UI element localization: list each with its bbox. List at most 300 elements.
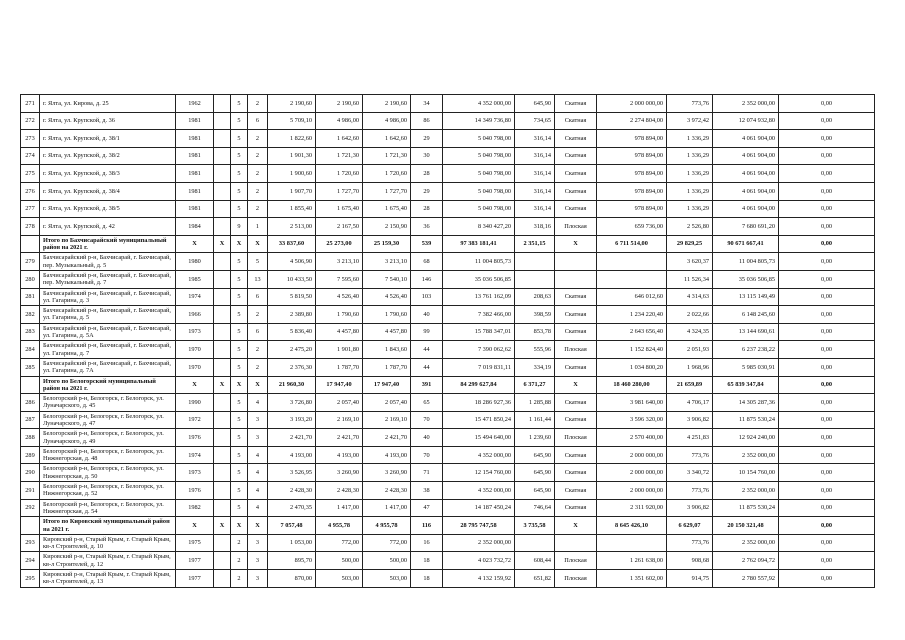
cell-fund-share: 0,00 <box>779 341 875 359</box>
cell-remaining-cost: 4 061 904,00 <box>713 165 779 183</box>
cell-year-built: 1980 <box>176 253 214 271</box>
cell-floors: 5 <box>231 358 248 376</box>
cell-remaining-cost: 11 875 530,24 <box>713 411 779 429</box>
cell-floors: X <box>231 517 248 535</box>
cell-fund-share: 0,00 <box>779 517 875 535</box>
cell-row-number: 278 <box>21 218 40 236</box>
cell-floors: 5 <box>231 306 248 324</box>
cell-total-area: 1 053,00 <box>268 534 316 552</box>
table-row <box>21 218 875 236</box>
cell-total-cost: 5 040 798,00 <box>443 182 515 200</box>
cell-residential-area: 2 421,70 <box>363 429 411 447</box>
cell-entrances: 3 <box>248 570 268 588</box>
cell-entrances: 2 <box>248 130 268 148</box>
cell-roof-cost: 645,90 <box>515 446 555 464</box>
cell-row-number: 292 <box>21 499 40 517</box>
cell-year-built: 1977 <box>176 570 214 588</box>
cell-floors: 2 <box>231 570 248 588</box>
cell-entrances: 2 <box>248 306 268 324</box>
cell-remaining-cost: 6 148 245,60 <box>713 306 779 324</box>
cell-floors: 5 <box>231 429 248 447</box>
cell-residents: 65 <box>411 394 443 412</box>
cell-residential-area: 1 721,30 <box>363 147 411 165</box>
cell-total-cost: 97 383 181,41 <box>443 235 515 253</box>
cell-roof-cost: 316,14 <box>515 200 555 218</box>
cell-fund-share: 0,00 <box>779 95 875 113</box>
cell-fund-share: 0,00 <box>779 130 875 148</box>
cell-year-built: 1977 <box>176 552 214 570</box>
cell-entrances: 2 <box>248 200 268 218</box>
cell-residents: 18 <box>411 570 443 588</box>
cell-roof-type: Скатная <box>555 130 597 148</box>
cell-roof-repair-cost: 659 736,00 <box>597 218 667 236</box>
cell-fund-share: 0,00 <box>779 235 875 253</box>
cell-cost-per-sqm: 773,76 <box>667 446 713 464</box>
cell-residents: 146 <box>411 270 443 288</box>
cell-roof-repair-cost: 2 311 920,00 <box>597 499 667 517</box>
cell-remaining-cost: 2 762 094,72 <box>713 552 779 570</box>
cell-living-area: 7 595,60 <box>316 270 363 288</box>
cell-row-number: 290 <box>21 464 40 482</box>
cell-row-number <box>21 517 40 535</box>
cell-address: Кировский р-н, Старый Крым, г. Старый Крым, кв-л Строителей, д. 12 <box>40 552 176 570</box>
cell-roof-cost: 316,14 <box>515 182 555 200</box>
cell-fund-share: 0,00 <box>779 253 875 271</box>
cell-residents: 44 <box>411 341 443 359</box>
cell-living-area: 2 421,70 <box>316 429 363 447</box>
cell-residential-area: 7 540,10 <box>363 270 411 288</box>
cell-living-area: 2 169,10 <box>316 411 363 429</box>
cell-address: Бахчисарайский р-н, Бахчисарай, г. Бахчисарай, пер. Музыкальный, д. 5 <box>40 253 176 271</box>
cell-roof-type: X <box>555 376 597 394</box>
cell-living-area: 2 167,50 <box>316 218 363 236</box>
cell-col-x1 <box>214 446 231 464</box>
cell-address: Белогорский р-н, Белогорск, г. Белогорск, ул. Нижнегорская, д. 50 <box>40 464 176 482</box>
cell-total-area: 870,00 <box>268 570 316 588</box>
cell-roof-cost: 555,96 <box>515 341 555 359</box>
cell-row-number: 293 <box>21 534 40 552</box>
cell-col-x1 <box>214 288 231 306</box>
table-row <box>21 464 875 482</box>
cell-living-area: 1 675,40 <box>316 200 363 218</box>
cell-floors: X <box>231 376 248 394</box>
cell-residential-area: 2 190,60 <box>363 95 411 113</box>
cell-roof-repair-cost: 8 645 426,10 <box>597 517 667 535</box>
cell-roof-repair-cost <box>597 253 667 271</box>
cell-living-area: 4 526,40 <box>316 288 363 306</box>
cell-year-built: 1981 <box>176 147 214 165</box>
cell-col-x1 <box>214 464 231 482</box>
cell-col-x1 <box>214 482 231 500</box>
cell-row-number: 274 <box>21 147 40 165</box>
cell-cost-per-sqm: 3 972,42 <box>667 112 713 130</box>
cell-roof-repair-cost: 978 894,00 <box>597 200 667 218</box>
cell-cost-per-sqm: 773,76 <box>667 482 713 500</box>
cell-total-area: 2 475,20 <box>268 341 316 359</box>
cell-year-built: X <box>176 235 214 253</box>
cell-floors: 5 <box>231 341 248 359</box>
cell-roof-type: Скатная <box>555 182 597 200</box>
cell-roof-cost: 853,78 <box>515 323 555 341</box>
cell-entrances: 1 <box>248 218 268 236</box>
cell-total-area: 5 819,50 <box>268 288 316 306</box>
cell-total-cost: 15 471 850,24 <box>443 411 515 429</box>
cell-living-area: 4 193,00 <box>316 446 363 464</box>
cell-total-cost: 4 023 732,72 <box>443 552 515 570</box>
table-row <box>21 552 875 570</box>
cell-remaining-cost: 5 985 030,91 <box>713 358 779 376</box>
cell-roof-repair-cost: 978 894,00 <box>597 165 667 183</box>
cell-row-number: 273 <box>21 130 40 148</box>
cell-total-area: 2 428,30 <box>268 482 316 500</box>
cell-floors: 5 <box>231 323 248 341</box>
cell-row-number: 286 <box>21 394 40 412</box>
cell-floors: 2 <box>231 534 248 552</box>
cell-remaining-cost: 35 036 506,85 <box>713 270 779 288</box>
cell-residents: 86 <box>411 112 443 130</box>
cell-total-cost: 4 132 159,92 <box>443 570 515 588</box>
cell-total-cost: 5 040 798,00 <box>443 147 515 165</box>
cell-total-cost: 12 154 760,00 <box>443 464 515 482</box>
cell-living-area: 4 986,00 <box>316 112 363 130</box>
cell-total-cost: 7 390 062,62 <box>443 341 515 359</box>
cell-residents: 40 <box>411 306 443 324</box>
cell-total-cost: 5 040 798,00 <box>443 200 515 218</box>
cell-row-number <box>21 235 40 253</box>
cell-total-cost: 11 004 805,73 <box>443 253 515 271</box>
cell-total-area: 21 960,30 <box>268 376 316 394</box>
cell-roof-repair-cost: 1 152 824,40 <box>597 341 667 359</box>
total-row <box>21 517 875 535</box>
cell-roof-repair-cost: 2 274 804,00 <box>597 112 667 130</box>
cell-roof-cost: 318,16 <box>515 218 555 236</box>
cell-remaining-cost: 7 680 691,20 <box>713 218 779 236</box>
cell-residents: 34 <box>411 95 443 113</box>
cell-address: Белогорский р-н, Белогорск, г. Белогорск, ул. Нижнегорская, д. 52 <box>40 482 176 500</box>
housing-repair-table <box>20 94 875 588</box>
cell-address: Бахчисарайский р-н, Бахчисарай, г. Бахчисарай, ул. Гагарина, д. 7А <box>40 358 176 376</box>
table-row <box>21 323 875 341</box>
cell-address: г. Ялта, ул. Кирова, д. 25 <box>40 95 176 113</box>
cell-living-area: 4 955,78 <box>316 517 363 535</box>
cell-total-area: 10 433,50 <box>268 270 316 288</box>
cell-living-area: 4 457,80 <box>316 323 363 341</box>
cell-row-number: 289 <box>21 446 40 464</box>
total-row <box>21 235 875 253</box>
cell-roof-cost: 316,14 <box>515 147 555 165</box>
cell-remaining-cost: 11 875 530,24 <box>713 499 779 517</box>
cell-residential-area: 4 457,80 <box>363 323 411 341</box>
table-row <box>21 130 875 148</box>
cell-entrances: 6 <box>248 323 268 341</box>
cell-col-x1 <box>214 200 231 218</box>
cell-roof-repair-cost: 2 000 000,00 <box>597 464 667 482</box>
cell-entrances: 3 <box>248 552 268 570</box>
cell-roof-type: Скатная <box>555 288 597 306</box>
cell-roof-type: Плоская <box>555 570 597 588</box>
table-row <box>21 306 875 324</box>
cell-residents: 539 <box>411 235 443 253</box>
cell-year-built: X <box>176 517 214 535</box>
table-row <box>21 112 875 130</box>
cell-address: Белогорский р-н, Белогорск, г. Белогорск, ул. Нижнегорская, д. 48 <box>40 446 176 464</box>
table-row <box>21 570 875 588</box>
cell-row-number: 276 <box>21 182 40 200</box>
cell-entrances: X <box>248 376 268 394</box>
cell-floors: 5 <box>231 482 248 500</box>
cell-roof-cost: 208,63 <box>515 288 555 306</box>
cell-fund-share: 0,00 <box>779 429 875 447</box>
cell-residents: 391 <box>411 376 443 394</box>
cell-residential-area: 17 947,40 <box>363 376 411 394</box>
cell-col-x1 <box>214 534 231 552</box>
cell-residential-area: 3 213,10 <box>363 253 411 271</box>
cell-address: г. Ялта, ул. Крупской, д. 36 <box>40 112 176 130</box>
cell-roof-type: Скатная <box>555 323 597 341</box>
cell-total-area: 3 526,95 <box>268 464 316 482</box>
cell-entrances: 6 <box>248 112 268 130</box>
cell-floors: 5 <box>231 147 248 165</box>
cell-address: Итого по Белогорский муниципальный район на 2021 г. <box>40 376 176 394</box>
table-row <box>21 165 875 183</box>
cell-address: Кировский р-н, Старый Крым, г. Старый Крым, кв-л Строителей, д. 10 <box>40 534 176 552</box>
cell-remaining-cost: 13 144 690,61 <box>713 323 779 341</box>
cell-fund-share: 0,00 <box>779 306 875 324</box>
cell-roof-cost: 6 371,27 <box>515 376 555 394</box>
cell-living-area: 1 721,30 <box>316 147 363 165</box>
table-row <box>21 394 875 412</box>
cell-roof-type: Скатная <box>555 464 597 482</box>
cell-total-area: 5 709,10 <box>268 112 316 130</box>
cell-entrances: 2 <box>248 165 268 183</box>
table-row <box>21 182 875 200</box>
cell-remaining-cost: 2 352 000,00 <box>713 482 779 500</box>
cell-residents: 29 <box>411 182 443 200</box>
cell-roof-type <box>555 270 597 288</box>
cell-address: г. Ялта, ул. Крупской, д. 38/1 <box>40 130 176 148</box>
cell-roof-type: Скатная <box>555 95 597 113</box>
cell-living-area: 1 901,80 <box>316 341 363 359</box>
cell-entrances: 13 <box>248 270 268 288</box>
cell-row-number: 294 <box>21 552 40 570</box>
cell-row-number: 287 <box>21 411 40 429</box>
cell-total-cost: 28 795 747,58 <box>443 517 515 535</box>
cell-address: Бахчисарайский р-н, Бахчисарай, г. Бахчисарай, пер. Музыкальный, д. 7 <box>40 270 176 288</box>
cell-residential-area: 4 193,00 <box>363 446 411 464</box>
cell-roof-cost: 734,65 <box>515 112 555 130</box>
cell-roof-cost: 651,82 <box>515 570 555 588</box>
table-row <box>21 341 875 359</box>
cell-total-area: 3 726,80 <box>268 394 316 412</box>
cell-total-cost: 7 382 466,00 <box>443 306 515 324</box>
cell-residents: 116 <box>411 517 443 535</box>
cell-entrances: 4 <box>248 394 268 412</box>
cell-fund-share: 0,00 <box>779 552 875 570</box>
cell-roof-type: Плоская <box>555 552 597 570</box>
cell-row-number: 284 <box>21 341 40 359</box>
cell-address: Бахчисарайский р-н, Бахчисарай, г. Бахчисарай, ул. Гагарина, д. 3 <box>40 288 176 306</box>
cell-total-cost: 84 299 627,84 <box>443 376 515 394</box>
cell-cost-per-sqm: 914,75 <box>667 570 713 588</box>
cell-row-number: 281 <box>21 288 40 306</box>
cell-fund-share: 0,00 <box>779 323 875 341</box>
cell-total-area: 895,70 <box>268 552 316 570</box>
cell-entrances: 2 <box>248 95 268 113</box>
cell-address: Итого по Кировский муниципальный район на 2021 г. <box>40 517 176 535</box>
cell-remaining-cost: 6 237 238,22 <box>713 341 779 359</box>
cell-fund-share: 0,00 <box>779 200 875 218</box>
cell-roof-type: Скатная <box>555 446 597 464</box>
cell-residential-area: 4 986,00 <box>363 112 411 130</box>
cell-cost-per-sqm: 4 706,17 <box>667 394 713 412</box>
cell-roof-repair-cost: 2 000 000,00 <box>597 446 667 464</box>
cell-address: Кировский р-н, Старый Крым, г. Старый Крым, кв-л Строителей, д. 13 <box>40 570 176 588</box>
cell-roof-cost: 1 239,60 <box>515 429 555 447</box>
cell-year-built: 1981 <box>176 130 214 148</box>
cell-address: Итого по Бахчисарайский муниципальный район на 2021 г. <box>40 235 176 253</box>
cell-entrances: X <box>248 517 268 535</box>
cell-year-built: 1976 <box>176 482 214 500</box>
cell-residential-area: 500,00 <box>363 552 411 570</box>
cell-col-x1 <box>214 270 231 288</box>
cell-cost-per-sqm: 4 324,35 <box>667 323 713 341</box>
table-row <box>21 147 875 165</box>
cell-fund-share: 0,00 <box>779 288 875 306</box>
cell-total-cost: 18 286 927,36 <box>443 394 515 412</box>
cell-fund-share: 0,00 <box>779 376 875 394</box>
cell-row-number: 291 <box>21 482 40 500</box>
cell-roof-type: Скатная <box>555 112 597 130</box>
cell-address: Белогорский р-н, Белогорск, г. Белогорск, ул. Луначарского, д. 47 <box>40 411 176 429</box>
cell-total-cost: 2 352 000,00 <box>443 534 515 552</box>
cell-cost-per-sqm: 1 336,29 <box>667 130 713 148</box>
cell-residents: 68 <box>411 253 443 271</box>
cell-total-area: 33 837,60 <box>268 235 316 253</box>
cell-floors: 5 <box>231 253 248 271</box>
cell-row-number: 280 <box>21 270 40 288</box>
cell-roof-cost <box>515 270 555 288</box>
cell-roof-repair-cost: 978 894,00 <box>597 182 667 200</box>
cell-fund-share: 0,00 <box>779 218 875 236</box>
cell-living-area: 1 787,70 <box>316 358 363 376</box>
cell-total-area: 2 421,70 <box>268 429 316 447</box>
cell-row-number: 277 <box>21 200 40 218</box>
cell-roof-type: Скатная <box>555 411 597 429</box>
cell-total-area: 3 193,20 <box>268 411 316 429</box>
cell-remaining-cost: 12 924 240,00 <box>713 429 779 447</box>
cell-roof-type: Скатная <box>555 165 597 183</box>
cell-roof-cost: 608,44 <box>515 552 555 570</box>
cell-roof-repair-cost: 1 034 800,20 <box>597 358 667 376</box>
cell-roof-repair-cost: 646 012,60 <box>597 288 667 306</box>
cell-year-built: 1973 <box>176 323 214 341</box>
cell-year-built: 1972 <box>176 411 214 429</box>
table-row <box>21 482 875 500</box>
cell-residents: 40 <box>411 429 443 447</box>
cell-cost-per-sqm: 1 336,29 <box>667 182 713 200</box>
cell-address: Белогорский р-н, Белогорск, г. Белогорск, ул. Луначарского, д. 49 <box>40 429 176 447</box>
cell-address: г. Ялта, ул. Крупской, д. 38/3 <box>40 165 176 183</box>
cell-residents: 44 <box>411 358 443 376</box>
table-row <box>21 253 875 271</box>
cell-roof-cost: 1 161,44 <box>515 411 555 429</box>
cell-roof-repair-cost: 978 894,00 <box>597 130 667 148</box>
cell-remaining-cost: 13 115 149,49 <box>713 288 779 306</box>
cell-roof-type: X <box>555 517 597 535</box>
cell-remaining-cost: 2 780 557,92 <box>713 570 779 588</box>
cell-roof-cost: 398,59 <box>515 306 555 324</box>
cell-row-number: 275 <box>21 165 40 183</box>
cell-address: Белогорский р-н, Белогорск, г. Белогорск, ул. Нижнегорская, д. 54 <box>40 499 176 517</box>
cell-entrances: 6 <box>248 288 268 306</box>
cell-row-number: 288 <box>21 429 40 447</box>
cell-year-built: 1982 <box>176 499 214 517</box>
cell-residential-area: 1 675,40 <box>363 200 411 218</box>
cell-roof-type <box>555 253 597 271</box>
cell-residents: 71 <box>411 464 443 482</box>
cell-remaining-cost: 2 352 000,00 <box>713 95 779 113</box>
cell-row-number: 295 <box>21 570 40 588</box>
cell-year-built: X <box>176 376 214 394</box>
cell-row-number: 283 <box>21 323 40 341</box>
cell-roof-type: Скатная <box>555 499 597 517</box>
cell-total-cost: 4 352 000,00 <box>443 482 515 500</box>
cell-fund-share: 0,00 <box>779 358 875 376</box>
cell-col-x1 <box>214 323 231 341</box>
cell-remaining-cost: 2 352 000,00 <box>713 534 779 552</box>
cell-year-built: 1976 <box>176 429 214 447</box>
cell-residents: 99 <box>411 323 443 341</box>
cell-row-number: 282 <box>21 306 40 324</box>
cell-cost-per-sqm: 3 620,37 <box>667 253 713 271</box>
cell-residential-area: 772,00 <box>363 534 411 552</box>
cell-year-built: 1981 <box>176 182 214 200</box>
cell-living-area: 500,00 <box>316 552 363 570</box>
cell-residential-area: 2 150,90 <box>363 218 411 236</box>
cell-row-number: 285 <box>21 358 40 376</box>
cell-year-built: 1975 <box>176 534 214 552</box>
cell-fund-share: 0,00 <box>779 394 875 412</box>
cell-roof-type: X <box>555 235 597 253</box>
cell-total-area: 2 389,80 <box>268 306 316 324</box>
cell-roof-type: Плоская <box>555 341 597 359</box>
cell-address: г. Ялта, ул. Крупской, д. 38/4 <box>40 182 176 200</box>
cell-roof-type: Скатная <box>555 394 597 412</box>
cell-roof-cost: 334,19 <box>515 358 555 376</box>
cell-roof-type: Скатная <box>555 147 597 165</box>
cell-residents: 47 <box>411 499 443 517</box>
cell-entrances: 2 <box>248 341 268 359</box>
cell-residents: 70 <box>411 411 443 429</box>
cell-roof-cost: 746,64 <box>515 499 555 517</box>
cell-cost-per-sqm: 1 968,96 <box>667 358 713 376</box>
cell-roof-repair-cost <box>597 270 667 288</box>
table-row <box>21 200 875 218</box>
cell-floors: 5 <box>231 411 248 429</box>
cell-residents: 70 <box>411 446 443 464</box>
cell-year-built: 1981 <box>176 200 214 218</box>
cell-year-built: 1970 <box>176 358 214 376</box>
cell-col-x1 <box>214 182 231 200</box>
cell-cost-per-sqm: 773,76 <box>667 95 713 113</box>
cell-cost-per-sqm: 3 340,72 <box>667 464 713 482</box>
cell-year-built: 1973 <box>176 464 214 482</box>
cell-residential-area: 3 260,90 <box>363 464 411 482</box>
cell-total-cost: 8 340 427,20 <box>443 218 515 236</box>
cell-remaining-cost: 14 305 287,36 <box>713 394 779 412</box>
cell-floors: 5 <box>231 95 248 113</box>
cell-year-built: 1974 <box>176 288 214 306</box>
